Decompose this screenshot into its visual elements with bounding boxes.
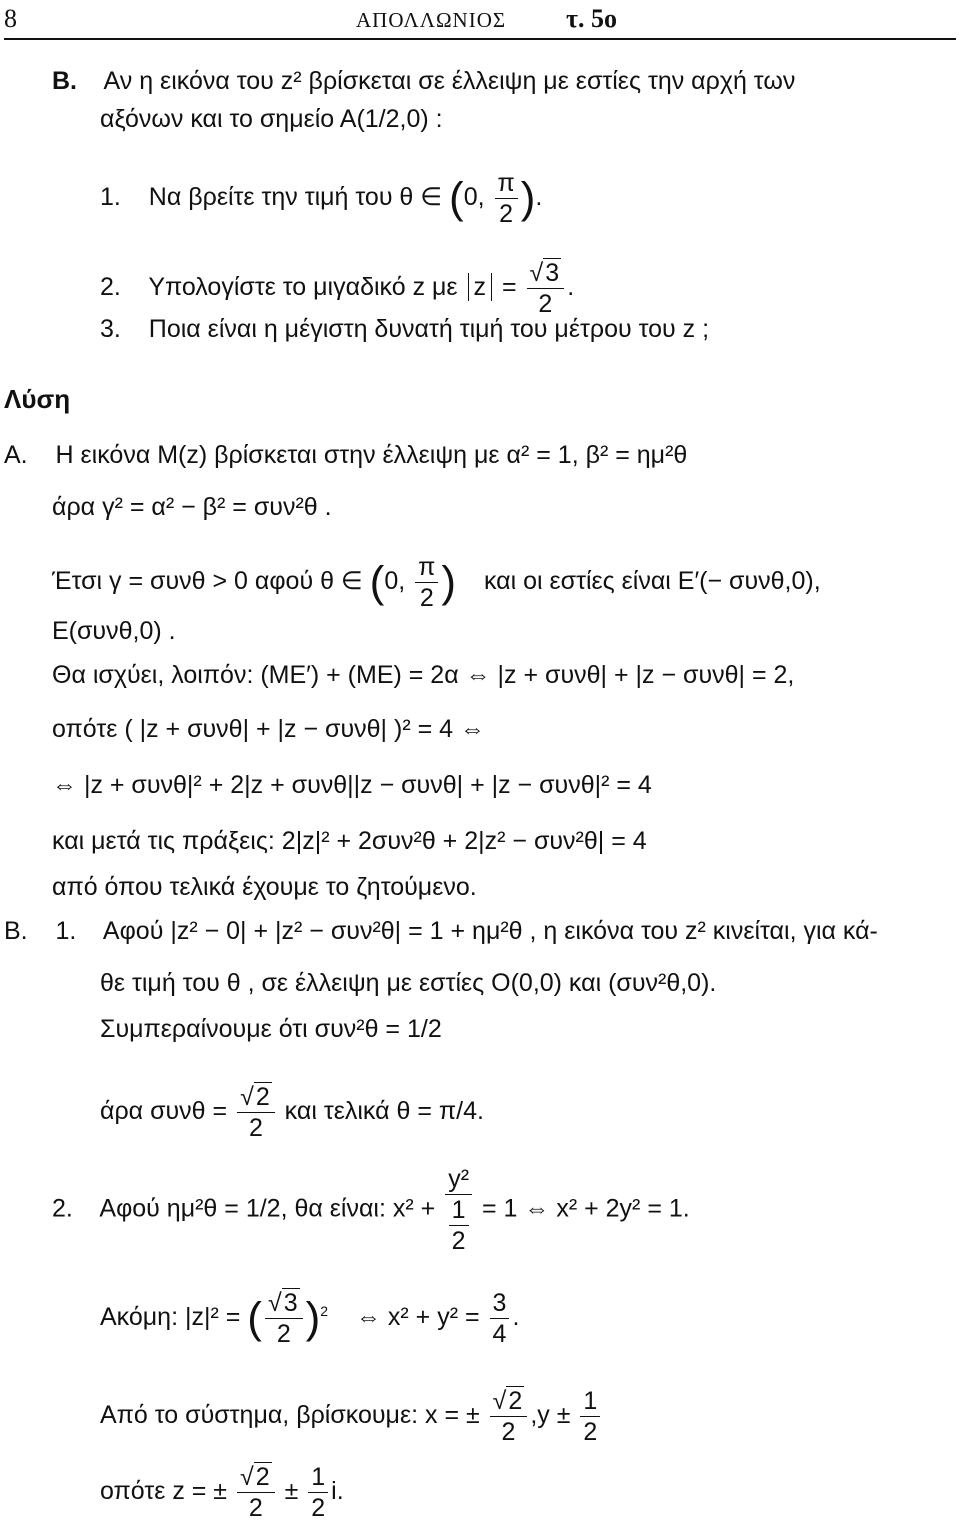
chapter-label: τ. 5ο xyxy=(566,4,617,33)
sol-b2-label: 2. xyxy=(52,1194,73,1223)
sol-b2-line1: 2. Αφού ημ²θ = 1/2, θα είναι: x² + $\frac{\text{y²}}{\frac{1}{2}}$ = 1 ⇔ x² + 2y² = 1. xyxy=(52,1165,690,1255)
q3-label: 3. xyxy=(100,315,121,343)
sys-sqrt2-over-2: $\frac{√2}{2}$ xyxy=(490,1386,528,1447)
sol-a-text1: Η εικόνα Μ(z) βρίσκεται στην έλλειψη με α² = 1, β² = ημ²θ xyxy=(55,441,688,469)
sol-b2-line2: Ακόμη: |z|² = ( $\frac{√3}{2}$ )$^2$ ⇔ x² + y² = $\frac{3}{4}$ . xyxy=(100,1289,520,1348)
sol-a-line3-end: και οι εστίες είναι Ε′(− συνθ,0), xyxy=(483,567,821,596)
y2-over-half: $\frac{\text{y²}}{\frac{1}{2}}$ xyxy=(445,1164,472,1256)
solution-heading: Λύση xyxy=(4,384,71,414)
problem-b-line1 xyxy=(52,66,795,96)
q2-label: 2. xyxy=(100,273,121,302)
header-rule xyxy=(4,38,956,40)
q2-equals: = xyxy=(501,273,517,302)
page-number: 8 xyxy=(4,4,17,33)
q1-text: Να βρείτε την τιμή του θ ∈ xyxy=(148,183,443,212)
sol-b-label: Β. xyxy=(4,917,28,945)
sol-a-pi-over-2: $\frac{\pi}{2}$ xyxy=(415,552,438,613)
sol-a-line8: και μετά τις πράξεις: 2|z|² + 2συν²θ + 2|z² − συν²θ| = 4 xyxy=(52,827,647,855)
q2-abs-z: z xyxy=(468,273,493,301)
sol-b1-line2: θε τιμή του θ , σε έλλειψη με εστίες Ο(0,0) και (συν²θ,0). xyxy=(100,969,717,997)
question-2: 2. Υπολογίστε το μιγαδικό z με z = $\frac{√3}{2}$ . xyxy=(100,259,575,318)
question-1: 1. Να βρείτε την τιμή του θ ∈ (0, $\frac{\pi}{2}$ ). xyxy=(100,169,543,228)
sol-b1-line1 xyxy=(4,916,878,946)
problem-b-label: Β. xyxy=(52,67,77,95)
q3-text: Ποια είναι η μέγιστη δυνατή τιμή του μέτρου του z ; xyxy=(148,315,710,343)
journal-title: ΑΠΟΛΛΩΝΙΟΣ xyxy=(356,8,507,32)
problem-b-line2: αξόνων και το σημείο Α(1/2,0) : xyxy=(100,105,443,133)
three-quarters: $\frac{3}{4}$ xyxy=(490,1288,510,1349)
sol-b1-line4: άρα συνθ = $\frac{√2}{2}$ και τελικά θ = π/4. xyxy=(100,1083,484,1142)
question-3 xyxy=(100,314,709,344)
sol-b1-text1: Αφού |z² − 0| + |z² − συν²θ| = 1 + ημ²θ , η εικόνα του z² κινείται, για κά- xyxy=(102,917,878,945)
right-paren: ) xyxy=(520,173,536,223)
sys-one-half: $\frac{1}{2}$ xyxy=(580,1386,600,1447)
sol-a-line2: άρα γ² = α² − β² = συν²θ . xyxy=(52,493,332,521)
q1-pi-over-2: $\frac{\pi}{2}$ xyxy=(495,168,518,229)
problem-b-text1: Αν η εικόνα του z² βρίσκεται σε έλλειψη με εστίες την αρχή των xyxy=(103,67,796,95)
q1-interval-start: 0, xyxy=(463,183,485,212)
sol-a-line1 xyxy=(4,440,687,470)
q1-label: 1. xyxy=(100,183,121,212)
sol-a-line3: Έτσι γ = συνθ > 0 αφού θ ∈ (0, $\frac{\pi}{2}$ ) και οι εστίες είναι Ε′(− συνθ,0), xyxy=(52,553,821,612)
final-sqrt2-over-2: $\frac{√2}{2}$ xyxy=(237,1462,275,1523)
sol-a-line3-start: Έτσι γ = συνθ > 0 αφού θ ∈ xyxy=(52,567,363,596)
sol-b1-label: 1. xyxy=(55,917,77,945)
sol-b1-line3: Συμπεραίνουμε ότι συν²θ = 1/2 xyxy=(100,1015,442,1043)
q2-sqrt3-over-2: $\frac{√3}{2}$ xyxy=(527,258,565,319)
left-paren: ( xyxy=(449,173,464,223)
sol-b2-line3: Από το σύστημα, βρίσκουμε: x = ± $\frac{√2}{2}$ ,y ± $\frac{1}{2}$ xyxy=(100,1386,603,1447)
sol-a-line5: Θα ισχύει, λοιπόν: (ΜΕ′) + (ΜΕ) = 2α ⇔ |z + συνθ| + |z − συνθ| = 2, xyxy=(52,661,795,689)
sol-a-label: Α. xyxy=(4,441,28,469)
sqrt3-over-2: $\frac{√3}{2}$ xyxy=(265,1288,303,1349)
sol-a-line6: οπότε ( |z + συνθ| + |z − συνθ| )² = 4 ⇔ xyxy=(52,715,485,743)
sqrt2-over-2: $\frac{√2}{2}$ xyxy=(237,1082,275,1143)
q2-text: Υπολογίστε το μιγαδικό z με xyxy=(148,273,458,302)
sol-a-line7: ⇔ |z + συνθ|² + 2|z + συνθ||z − συνθ| + |z − συνθ|² = 4 xyxy=(52,771,652,799)
sol-b2-line4: οπότε z = ± $\frac{√2}{2}$ ± $\frac{1}{2}$ i. xyxy=(100,1463,344,1522)
final-one-half: $\frac{1}{2}$ xyxy=(308,1462,328,1523)
sol-a-line9: από όπου τελικά έχουμε το ζητούμενο. xyxy=(52,873,477,901)
sol-a-line4: Ε(συνθ,0) . xyxy=(52,617,176,645)
